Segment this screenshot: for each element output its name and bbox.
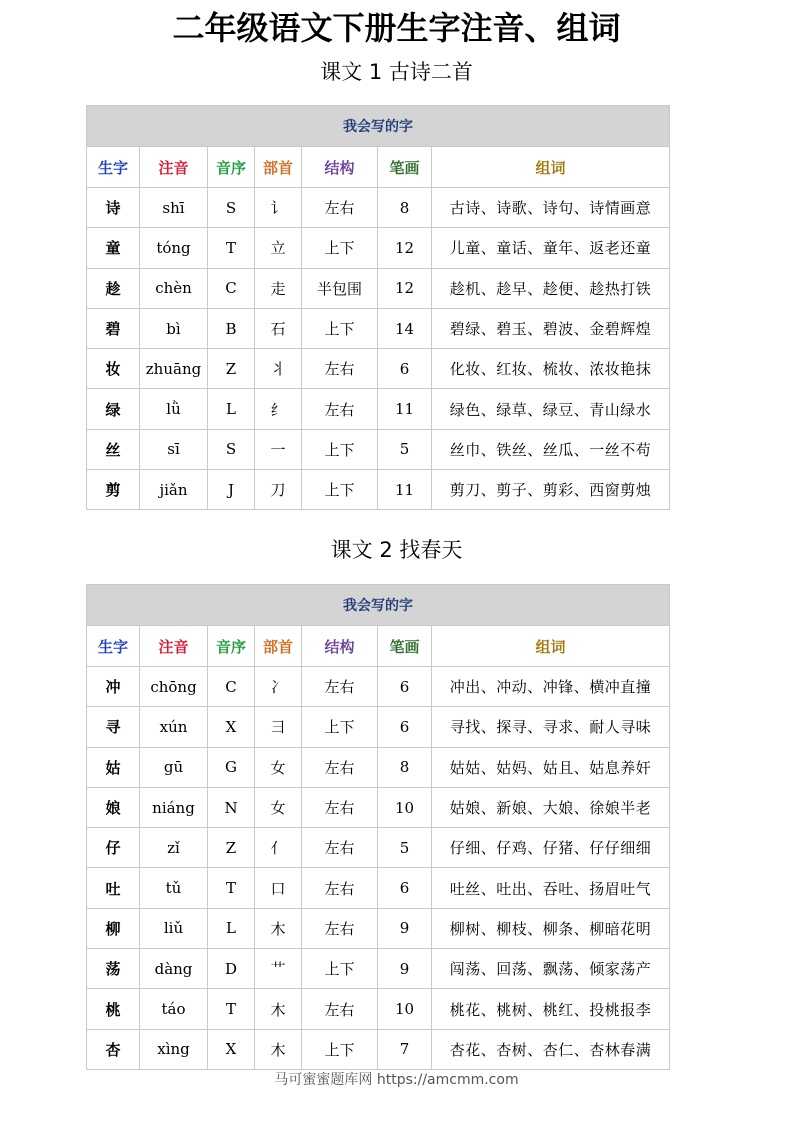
- cell-pinyin: niáng: [140, 787, 208, 827]
- cell-words: 儿童、童话、童年、返老还童: [432, 228, 670, 268]
- cell-order: D: [208, 949, 255, 989]
- column-header-strokes: 笔画: [378, 147, 432, 188]
- cell-radical: 口: [255, 868, 302, 908]
- cell-char: 碧: [87, 308, 140, 348]
- cell-strokes: 9: [378, 908, 432, 948]
- cell-pinyin: tǔ: [140, 868, 208, 908]
- cell-radical: 木: [255, 989, 302, 1029]
- cell-char: 趁: [87, 268, 140, 308]
- cell-char: 姑: [87, 747, 140, 787]
- cell-order: L: [208, 389, 255, 429]
- column-header-words: 组词: [432, 147, 670, 188]
- cell-words: 仔细、仔鸡、仔猪、仔仔细细: [432, 828, 670, 868]
- cell-pinyin: táo: [140, 989, 208, 1029]
- cell-char: 冲: [87, 667, 140, 707]
- cell-char: 荡: [87, 949, 140, 989]
- cell-char: 丝: [87, 429, 140, 469]
- cell-words: 桃花、桃树、桃红、投桃报李: [432, 989, 670, 1029]
- cell-order: T: [208, 228, 255, 268]
- cell-structure: 上下: [302, 707, 378, 747]
- cell-structure: 上下: [302, 949, 378, 989]
- cell-radical: 女: [255, 747, 302, 787]
- cell-strokes: 9: [378, 949, 432, 989]
- table-row: [87, 667, 670, 707]
- cell-words: 闯荡、回荡、飘荡、倾家荡产: [432, 949, 670, 989]
- cell-radical: 艹: [255, 949, 302, 989]
- cell-radical: 讠: [255, 188, 302, 228]
- cell-order: X: [208, 707, 255, 747]
- cell-strokes: 6: [378, 868, 432, 908]
- cell-char: 仔: [87, 828, 140, 868]
- cell-order: C: [208, 667, 255, 707]
- table-row: [87, 787, 670, 827]
- cell-order: N: [208, 787, 255, 827]
- cell-radical: 彐: [255, 707, 302, 747]
- cell-structure: 上下: [302, 228, 378, 268]
- column-header-char: 生字: [87, 147, 140, 188]
- cell-structure: 左右: [302, 747, 378, 787]
- cell-radical: 木: [255, 908, 302, 948]
- table-row: [87, 268, 670, 308]
- cell-pinyin: chōng: [140, 667, 208, 707]
- table-row: [87, 868, 670, 908]
- column-header-strokes: 笔画: [378, 626, 432, 667]
- cell-strokes: 8: [378, 188, 432, 228]
- column-header-pinyin: 注音: [140, 147, 208, 188]
- cell-order: T: [208, 868, 255, 908]
- table-row: [87, 228, 670, 268]
- table-row: [87, 1029, 670, 1069]
- cell-words: 趁机、趁早、趁便、趁热打铁: [432, 268, 670, 308]
- cell-pinyin: liǔ: [140, 908, 208, 948]
- cell-words: 姑姑、姑妈、姑且、姑息养奸: [432, 747, 670, 787]
- cell-structure: 上下: [302, 308, 378, 348]
- cell-structure: 左右: [302, 349, 378, 389]
- cell-strokes: 10: [378, 989, 432, 1029]
- column-header-structure: 结构: [302, 147, 378, 188]
- lesson-2-title: 课文 2 找春天: [330, 538, 463, 562]
- lesson-1-table: [86, 105, 670, 510]
- cell-structure: 左右: [302, 868, 378, 908]
- cell-words: 古诗、诗歌、诗句、诗情画意: [432, 188, 670, 228]
- column-header-radical: 部首: [255, 147, 302, 188]
- cell-strokes: 5: [378, 429, 432, 469]
- column-header-order: 音序: [208, 626, 255, 667]
- cell-words: 姑娘、新娘、大娘、徐娘半老: [432, 787, 670, 827]
- cell-order: J: [208, 470, 255, 510]
- cell-structure: 左右: [302, 989, 378, 1029]
- cell-structure: 半包围: [302, 268, 378, 308]
- cell-char: 桃: [87, 989, 140, 1029]
- cell-strokes: 11: [378, 470, 432, 510]
- table-row: [87, 949, 670, 989]
- cell-strokes: 12: [378, 228, 432, 268]
- lesson-2-table: [86, 584, 670, 1070]
- cell-radical: 立: [255, 228, 302, 268]
- cell-words: 绿色、绿草、绿豆、青山绿水: [432, 389, 670, 429]
- cell-pinyin: zhuāng: [140, 349, 208, 389]
- cell-structure: 上下: [302, 470, 378, 510]
- table-row: [87, 908, 670, 948]
- cell-order: Z: [208, 828, 255, 868]
- cell-pinyin: zǐ: [140, 828, 208, 868]
- column-header-radical: 部首: [255, 626, 302, 667]
- cell-radical: 丬: [255, 349, 302, 389]
- cell-radical: 女: [255, 787, 302, 827]
- column-header-pinyin: 注音: [140, 626, 208, 667]
- cell-words: 杏花、杏树、杏仁、杏林春满: [432, 1029, 670, 1069]
- cell-words: 寻找、探寻、寻求、耐人寻味: [432, 707, 670, 747]
- cell-radical: 走: [255, 268, 302, 308]
- cell-pinyin: dàng: [140, 949, 208, 989]
- cell-words: 剪刀、剪子、剪彩、西窗剪烛: [432, 470, 670, 510]
- cell-structure: 左右: [302, 787, 378, 827]
- table-row: [87, 989, 670, 1029]
- cell-char: 寻: [87, 707, 140, 747]
- cell-char: 童: [87, 228, 140, 268]
- cell-order: Z: [208, 349, 255, 389]
- cell-strokes: 8: [378, 747, 432, 787]
- page-title: 二年级语文下册生字注音、组词: [172, 9, 621, 47]
- table-row: [87, 389, 670, 429]
- cell-radical: 冫: [255, 667, 302, 707]
- cell-words: 冲出、冲动、冲锋、横冲直撞: [432, 667, 670, 707]
- table-row: [87, 828, 670, 868]
- cell-pinyin: xún: [140, 707, 208, 747]
- column-header-order: 音序: [208, 147, 255, 188]
- table-row: [87, 308, 670, 348]
- cell-strokes: 7: [378, 1029, 432, 1069]
- table-row: [87, 349, 670, 389]
- cell-pinyin: chèn: [140, 268, 208, 308]
- table-row: [87, 188, 670, 228]
- cell-structure: 左右: [302, 188, 378, 228]
- table-row: [87, 470, 670, 510]
- cell-pinyin: lǜ: [140, 389, 208, 429]
- table-header-row: [87, 147, 670, 188]
- cell-strokes: 10: [378, 787, 432, 827]
- cell-structure: 左右: [302, 667, 378, 707]
- cell-char: 妆: [87, 349, 140, 389]
- table-header-row: [87, 626, 670, 667]
- cell-pinyin: tóng: [140, 228, 208, 268]
- cell-char: 绿: [87, 389, 140, 429]
- cell-strokes: 6: [378, 707, 432, 747]
- cell-words: 丝巾、铁丝、丝瓜、一丝不苟: [432, 429, 670, 469]
- lesson-1-title: 课文 1 古诗二首: [320, 60, 473, 84]
- cell-order: S: [208, 188, 255, 228]
- column-header-words: 组词: [432, 626, 670, 667]
- cell-pinyin: gū: [140, 747, 208, 787]
- cell-strokes: 12: [378, 268, 432, 308]
- column-header-structure: 结构: [302, 626, 378, 667]
- cell-structure: 上下: [302, 1029, 378, 1069]
- cell-strokes: 6: [378, 667, 432, 707]
- cell-pinyin: jiǎn: [140, 470, 208, 510]
- table-row: [87, 707, 670, 747]
- footer-watermark: 马可蜜蜜题库网 https://amcmm.com: [274, 1072, 519, 1088]
- cell-strokes: 11: [378, 389, 432, 429]
- table-row: [87, 747, 670, 787]
- cell-order: L: [208, 908, 255, 948]
- cell-radical: 刀: [255, 470, 302, 510]
- cell-radical: 石: [255, 308, 302, 348]
- cell-strokes: 6: [378, 349, 432, 389]
- cell-radical: 一: [255, 429, 302, 469]
- cell-char: 剪: [87, 470, 140, 510]
- cell-order: G: [208, 747, 255, 787]
- cell-structure: 左右: [302, 828, 378, 868]
- cell-pinyin: sī: [140, 429, 208, 469]
- cell-radical: 亻: [255, 828, 302, 868]
- cell-pinyin: shī: [140, 188, 208, 228]
- cell-char: 娘: [87, 787, 140, 827]
- cell-words: 碧绿、碧玉、碧波、金碧辉煌: [432, 308, 670, 348]
- table-banner: 我会写的字: [87, 585, 670, 626]
- cell-strokes: 14: [378, 308, 432, 348]
- table-row: [87, 429, 670, 469]
- cell-words: 吐丝、吐出、吞吐、扬眉吐气: [432, 868, 670, 908]
- cell-words: 柳树、柳枝、柳条、柳暗花明: [432, 908, 670, 948]
- column-header-char: 生字: [87, 626, 140, 667]
- cell-pinyin: bì: [140, 308, 208, 348]
- cell-structure: 上下: [302, 429, 378, 469]
- cell-strokes: 5: [378, 828, 432, 868]
- cell-char: 吐: [87, 868, 140, 908]
- cell-radical: 木: [255, 1029, 302, 1069]
- cell-order: T: [208, 989, 255, 1029]
- cell-order: C: [208, 268, 255, 308]
- cell-structure: 左右: [302, 908, 378, 948]
- cell-order: X: [208, 1029, 255, 1069]
- cell-pinyin: xìng: [140, 1029, 208, 1069]
- cell-order: S: [208, 429, 255, 469]
- cell-words: 化妆、红妆、梳妆、浓妆艳抹: [432, 349, 670, 389]
- cell-char: 诗: [87, 188, 140, 228]
- cell-radical: 纟: [255, 389, 302, 429]
- cell-char: 柳: [87, 908, 140, 948]
- table-banner: 我会写的字: [87, 106, 670, 147]
- cell-char: 杏: [87, 1029, 140, 1069]
- cell-order: B: [208, 308, 255, 348]
- cell-structure: 左右: [302, 389, 378, 429]
